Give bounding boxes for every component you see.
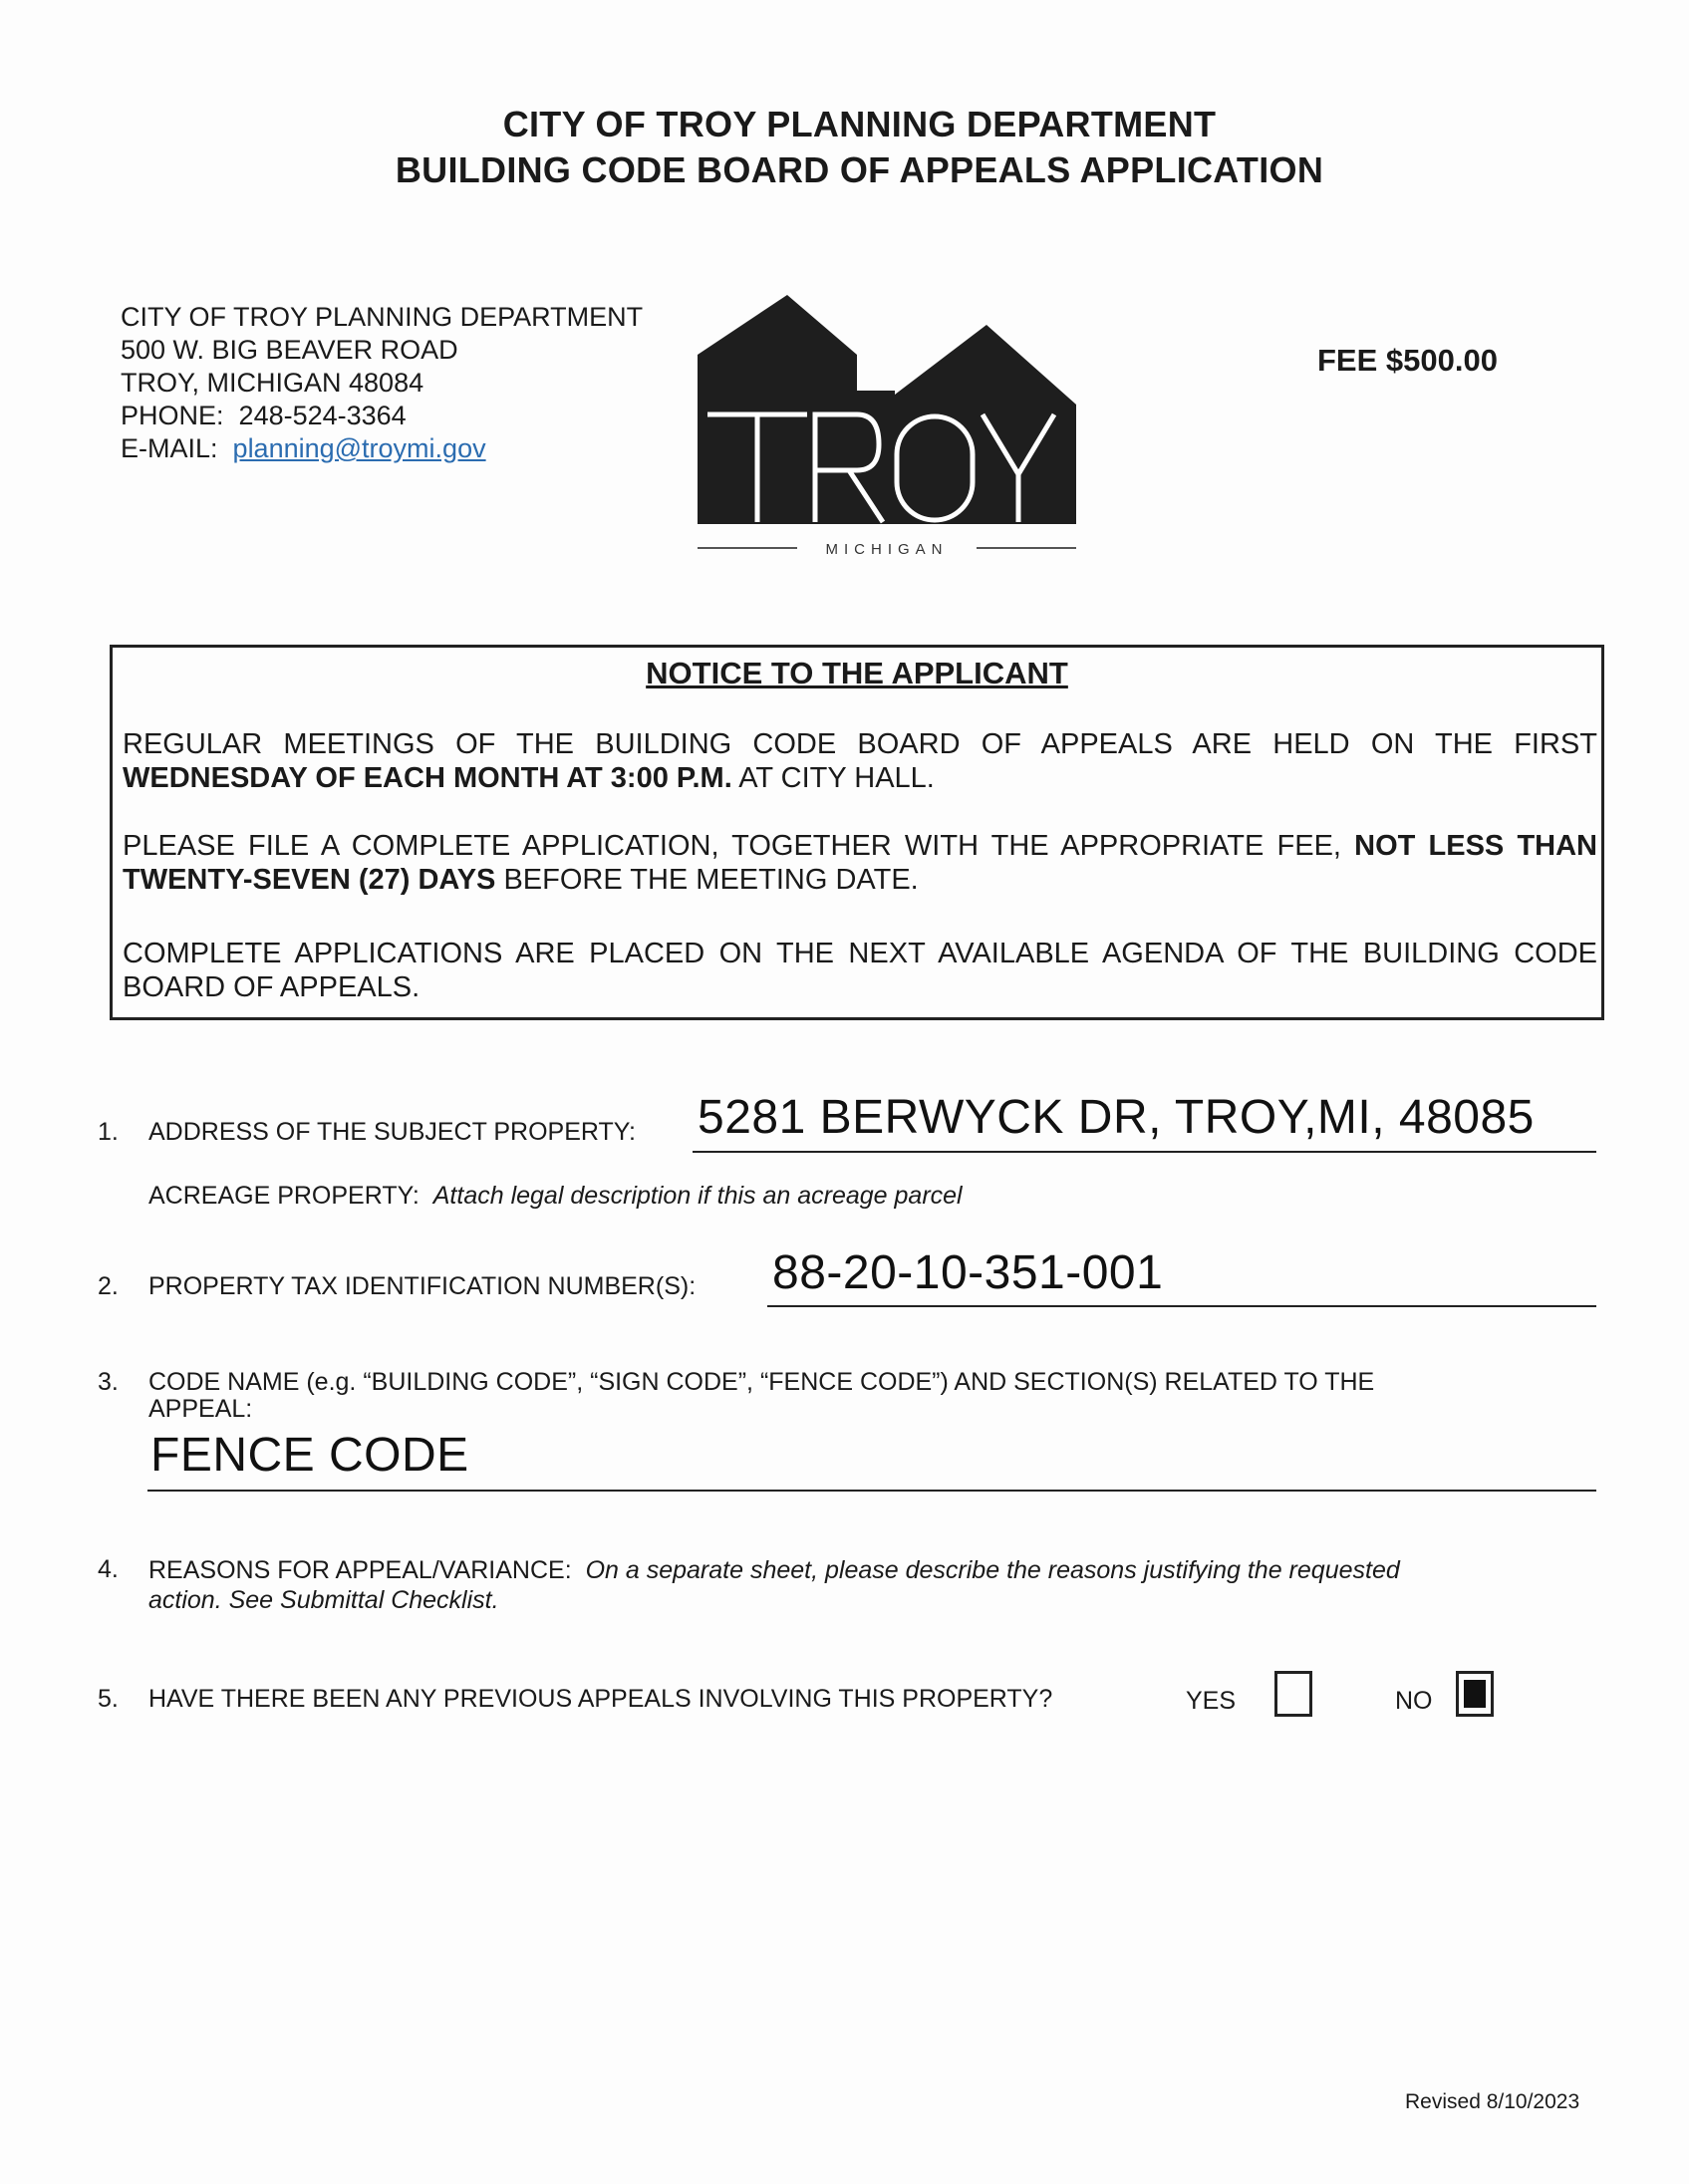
- q1-underline: [693, 1151, 1596, 1153]
- notice-paragraph-2: [123, 829, 1597, 897]
- no-label: NO: [1395, 1687, 1433, 1715]
- q1-number: 1.: [98, 1118, 119, 1146]
- email-label: E-MAIL:: [121, 433, 218, 463]
- q4-text: [148, 1555, 1603, 1615]
- q3-label-cont: APPEAL:: [148, 1395, 253, 1423]
- q3-number: 3.: [98, 1368, 119, 1396]
- notice-p1-bold: WEDNESDAY OF EACH MONTH AT 3:00 P.M.: [123, 762, 732, 794]
- yes-label: YES: [1186, 1687, 1237, 1715]
- notice-paragraph-3: COMPLETE APPLICATIONS ARE PLACED ON THE NEXT AVAILABLE AGENDA OF THE BUILDING CODE BOARD OF APPEALS.: [123, 938, 1597, 1003]
- code-name-value[interactable]: FENCE CODE: [150, 1429, 469, 1482]
- tax-id-value[interactable]: 88-20-10-351-001: [772, 1246, 1164, 1299]
- q4-note: On a separate sheet, please describe the reasons justifying the requested: [585, 1556, 1400, 1584]
- q3-underline: [147, 1490, 1596, 1492]
- street-address: 500 W. BIG BEAVER ROAD: [121, 335, 458, 365]
- revised-date: Revised 8/10/2023: [1405, 2090, 1580, 2113]
- logo-subtitle: MICHIGAN: [825, 541, 949, 558]
- notice-p2-end: BEFORE THE MEETING DATE.: [495, 864, 919, 896]
- application-fee: FEE $500.00: [1317, 343, 1498, 378]
- q3-label: CODE NAME (e.g. “BUILDING CODE”, “SIGN CODE”, “FENCE CODE”) AND SECTION(S) RELATED TO THE: [148, 1368, 1375, 1396]
- phone-label: PHONE:: [121, 401, 224, 430]
- notice-title: NOTICE TO THE APPLICANT: [646, 656, 1068, 690]
- q5-number: 5.: [98, 1685, 119, 1713]
- q2-number: 2.: [98, 1272, 119, 1300]
- notice-p2-bold: NOT LESS THAN TWENTY-SEVEN (27) DAYS: [123, 830, 1597, 896]
- notice-p2-text: PLEASE FILE A COMPLETE APPLICATION, TOGETHER WITH THE APPROPRIATE FEE,: [123, 830, 1355, 862]
- q4-label: REASONS FOR APPEAL/VARIANCE:: [148, 1556, 572, 1584]
- troy-logo: [698, 295, 1076, 558]
- acreage-line: [148, 1182, 963, 1211]
- acreage-label: ACREAGE PROPERTY:: [148, 1182, 420, 1210]
- q2-underline: [767, 1305, 1596, 1307]
- q4-note-cont: action. See Submittal Checklist.: [148, 1586, 499, 1614]
- subject-address-value[interactable]: 5281 BERWYCK DR, TROY,MI, 48085: [698, 1091, 1535, 1144]
- q4-number: 4.: [98, 1555, 119, 1583]
- acreage-note: Attach legal description if this an acreage parcel: [432, 1182, 963, 1210]
- q1-label: ADDRESS OF THE SUBJECT PROPERTY:: [148, 1118, 637, 1146]
- notice-box: [110, 645, 1604, 1020]
- q5-label: HAVE THERE BEEN ANY PREVIOUS APPEALS INVOLVING THIS PROPERTY?: [148, 1685, 1053, 1713]
- notice-paragraph-1: [123, 727, 1597, 795]
- troy-logo-graphic: [698, 295, 1076, 558]
- city-address: TROY, MICHIGAN 48084: [121, 368, 424, 398]
- form-title-line1: CITY OF TROY PLANNING DEPARTMENT: [502, 104, 1217, 144]
- phone-line: [121, 400, 643, 432]
- no-checkbox[interactable]: [1456, 1671, 1494, 1717]
- email-link[interactable]: planning@troymi.gov: [232, 433, 486, 463]
- form-title-line2: BUILDING CODE BOARD OF APPEALS APPLICATION: [395, 149, 1324, 190]
- address-block: [121, 301, 643, 465]
- dept-name: CITY OF TROY PLANNING DEPARTMENT: [121, 302, 644, 332]
- email-line: [121, 432, 643, 465]
- notice-p1-end: AT CITY HALL.: [731, 762, 935, 794]
- q2-label: PROPERTY TAX IDENTIFICATION NUMBER(S):: [148, 1272, 697, 1300]
- yes-checkbox[interactable]: [1274, 1671, 1312, 1717]
- notice-p1-text: REGULAR MEETINGS OF THE BUILDING CODE BOARD OF APPEALS ARE HELD ON THE FIRST: [123, 728, 1597, 760]
- phone-number: 248-524-3364: [238, 401, 407, 430]
